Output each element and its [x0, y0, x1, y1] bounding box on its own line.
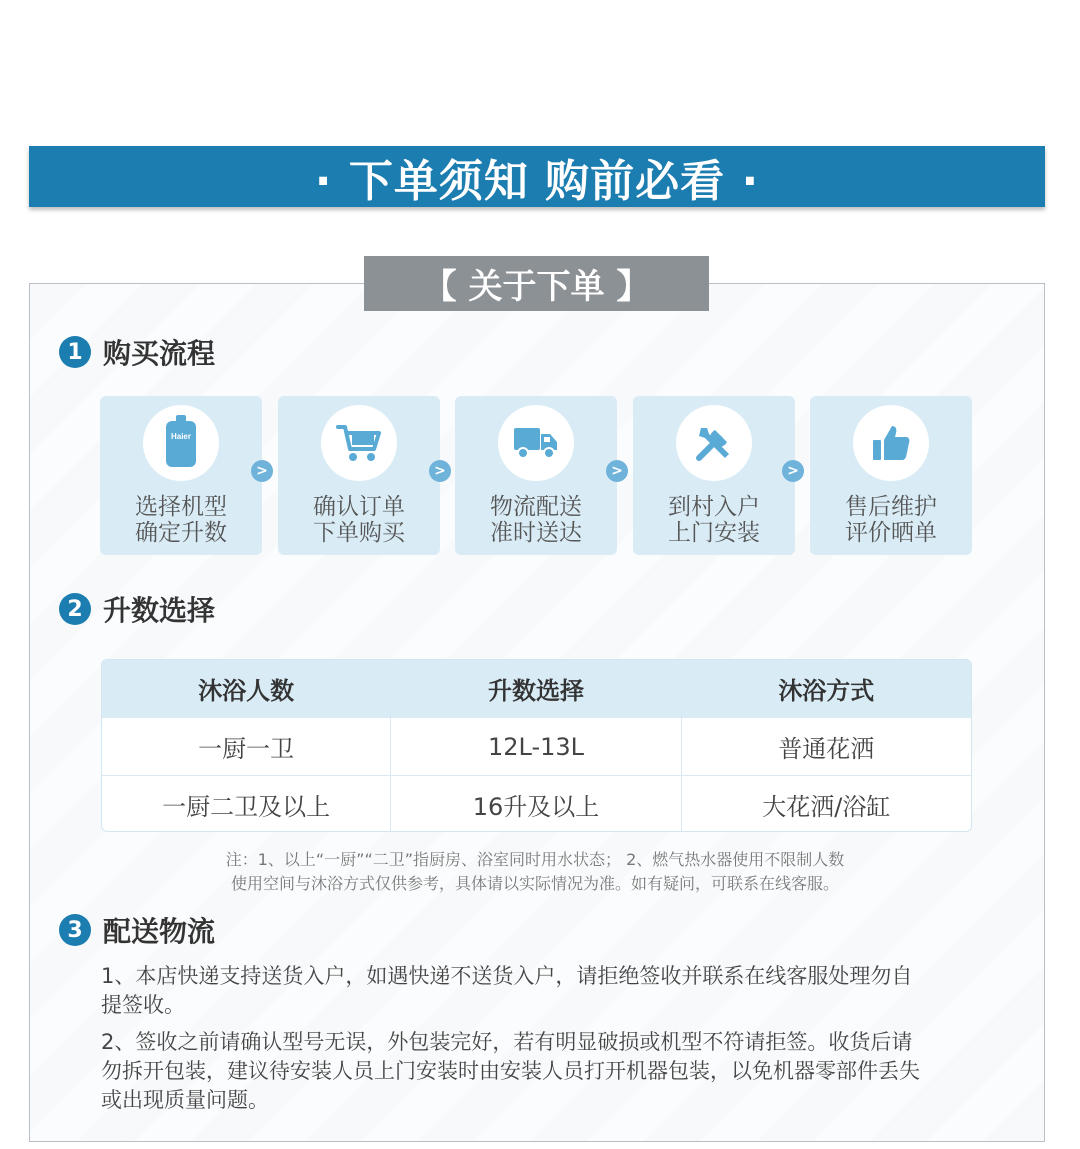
- table-cell: 12L-13L: [390, 718, 680, 775]
- cart-icon: [321, 405, 397, 481]
- step-confirm-order: [278, 396, 440, 555]
- tab-label: 【 关于下单 】: [422, 267, 651, 307]
- table-cell: 一厨二卫及以上: [162, 793, 331, 821]
- section-number: 3: [59, 914, 91, 946]
- section-purchase-flow: [59, 335, 215, 369]
- step-line1: 选择机型: [135, 494, 227, 520]
- step-line2: 下单购买: [313, 520, 405, 546]
- step-line1: 售后维护: [845, 494, 937, 520]
- table-note-line2: 使用空间与沐浴方式仅供参考，具体请以实际情况为准。如有疑问，可联系在线客服。: [230, 874, 839, 893]
- table-row: [102, 775, 971, 832]
- step-arrow-icon: >: [251, 460, 273, 482]
- table-row: [102, 717, 971, 775]
- section-title: 升数选择: [103, 594, 216, 627]
- page-banner: [29, 146, 1045, 207]
- step-line2: 准时送达: [490, 520, 582, 546]
- heater-icon: [143, 405, 219, 481]
- tools-icon: [676, 405, 752, 481]
- table-header-row: [102, 660, 971, 717]
- table-header-cell: 沐浴人数: [198, 677, 295, 705]
- thumbs-up-icon: [853, 405, 929, 481]
- step-installation: [633, 396, 795, 555]
- section-delivery: [59, 913, 215, 947]
- step-line2: 上门安装: [668, 520, 760, 546]
- step-choose-model: [100, 396, 262, 555]
- section-capacity-choice: [59, 592, 215, 626]
- table-note-line1: 注：1、以上“一厨”“二卫”指厨房、浴室同时用水状态； 2、燃气热水器使用不限制人数: [225, 850, 845, 869]
- table-cell: 16升及以上: [390, 776, 680, 832]
- section-number: 1: [59, 336, 91, 368]
- section-title: 配送物流: [103, 915, 216, 948]
- step-arrow-icon: >: [429, 460, 451, 482]
- section-title: 购买流程: [103, 337, 216, 370]
- truck-icon: [498, 405, 574, 481]
- section-tab: [364, 256, 709, 311]
- step-line2: 评价晒单: [845, 520, 937, 546]
- table-cell: 大花洒/浴缸: [681, 776, 971, 832]
- table-cell: 普通花洒: [681, 718, 971, 775]
- step-line2: 确定升数: [135, 520, 227, 546]
- delivery-paragraph-2: 2、签收之前请确认型号无误，外包装完好，若有明显破损或机型不符请拒签。收货后请勿拆开包装，建议待安装人员上门安装时由安装人员打开机器包装，以免机器零部件丢失或出现质量问题。: [101, 1030, 920, 1112]
- step-line1: 物流配送: [490, 494, 582, 520]
- step-delivery: [455, 396, 617, 555]
- step-arrow-icon: >: [606, 460, 628, 482]
- step-line1: 到村入户: [668, 494, 760, 520]
- banner-title: · 下单须知 购前必看 ·: [314, 155, 760, 207]
- table-cell: 一厨一卫: [198, 735, 295, 763]
- section-number: 2: [59, 593, 91, 625]
- step-after-sales: [810, 396, 972, 555]
- step-arrow-icon: >: [782, 460, 804, 482]
- heater-brand-text: Haier: [170, 432, 192, 441]
- table-header-cell: 升数选择: [390, 660, 680, 717]
- delivery-paragraph-1: 1、本店快递支持送货入户，如遇快递不送货入户，请拒绝签收并联系在线客服处理勿自提签收。: [101, 964, 913, 1017]
- table-header-cell: 沐浴方式: [681, 660, 971, 717]
- capacity-table: [101, 659, 972, 832]
- step-line1: 确认订单: [313, 494, 405, 520]
